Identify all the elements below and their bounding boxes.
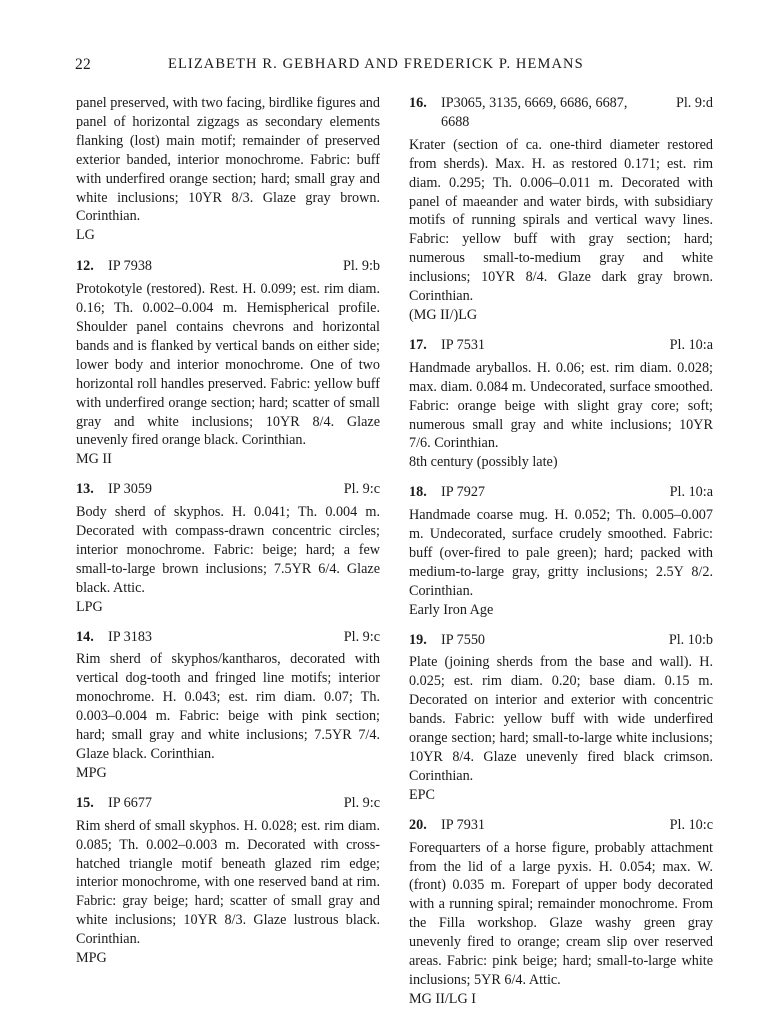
entry-heading — [76, 257, 380, 276]
catalog-entry-16 — [409, 94, 713, 325]
page-number: 22 — [75, 56, 92, 73]
inventory-number: IP 7931 — [441, 816, 486, 833]
inventory-number: IP3065, 3135, 6669, 6686, 6687, 6688 — [441, 95, 628, 130]
running-head: ELIZABETH R. GEBHARD AND FREDERICK P. HEMANS — [168, 56, 584, 72]
plate-reference: Pl. 10:b — [668, 631, 713, 648]
page-header — [0, 56, 762, 78]
entry-heading — [409, 94, 713, 132]
entry-number: 20. — [409, 816, 427, 833]
entry-number: 13. — [76, 481, 94, 498]
right-column — [409, 94, 713, 1009]
entry-period: MPG — [76, 764, 107, 781]
inventory-number: IP 7938 — [108, 258, 153, 275]
plate-reference: Pl. 9:c — [343, 794, 380, 811]
plate-reference: Pl. 10:a — [669, 484, 713, 501]
entry-number: 12. — [76, 258, 94, 275]
entry-number: 18. — [409, 484, 427, 501]
catalog-entry-13 — [76, 480, 380, 616]
entry-period: 8th century (possibly late) — [409, 454, 558, 471]
entry-description: Handmade coarse mug. H. 0.052; Th. 0.005–0.007 m. Undecorated, surface crudely smoothed. Fabric: buff (over-fired to pale green); hard; packed with medium-to-large gray, gritty inclusions; 2.5Y 8/2. Corinthian. — [409, 507, 713, 599]
catalog-entry-14 — [76, 628, 380, 783]
catalog-entry-17 — [409, 336, 713, 472]
inventory-number: IP 6677 — [108, 794, 153, 811]
catalog-entry-18 — [409, 483, 713, 619]
entry-heading — [76, 480, 380, 499]
inventory-number: IP 7550 — [441, 631, 486, 648]
entry-description: Krater (section of ca. one-third diameter restored from sherds). Max. H. as restored 0.171; est. rim diam. 0.295; Th. 0.006–0.011 m. Decorated with panel of maeander and water birds, with subsidiary motifs of running spirals and vertical wavy lines. Fabric: yellow buff with gray section; hard; numerous small-to-medium gray and white inclusions; 10YR 8/4. Glaze dark gray brown. Corinthian. — [409, 136, 713, 305]
entry-heading — [409, 816, 713, 835]
entry-number: 16. — [409, 95, 427, 111]
entry-number: 14. — [76, 628, 94, 645]
entry-period: LG — [76, 227, 95, 244]
catalog-entry-12 — [76, 257, 380, 469]
entry-period: MPG — [76, 950, 107, 967]
inventory-number: IP 7531 — [441, 336, 486, 353]
catalog-entry-15 — [76, 794, 380, 968]
entry-description: panel preserved, with two facing, birdlike figures and panel of horizontal zigzags as secondary elements flanking (lost) main motif; remainder of preserved exterior banded, interior monochrome. Fabric: buff with underfired orange section; hard; small gray and white inclusions; 10YR 8/3. Glaze gray brown. Corinthian. — [76, 95, 380, 225]
entry-period: LPG — [76, 598, 103, 615]
entry-period: EPC — [409, 786, 436, 803]
entry-period: MG II — [76, 451, 112, 468]
entry-description: Handmade aryballos. H. 0.06; est. rim diam. 0.028; max. diam. 0.084 m. Undecorated, surface smoothed. Fabric: orange beige with slight gray core; soft; numerous small gray and white inclusions; 10YR 7/6. Corinthian. — [409, 359, 713, 452]
entry-period: MG II/LG I — [409, 990, 476, 1007]
entry-number: 15. — [76, 794, 94, 811]
entry-description: Rim sherd of small skyphos. H. 0.028; est. rim diam. 0.085; Th. 0.002–0.003 m. Decorated with cross-hatched triangle motif beneath glazed rim edge; interior monochrome, with one reserved band at rim. Fabric: gray beige; hard; scatter of small gray and white inclusions; 10YR 8/3. Glaze lustrous black. Corinthian. — [76, 817, 380, 948]
catalog-entry-20 — [409, 816, 713, 1009]
plate-reference: Pl. 9:c — [343, 481, 380, 498]
entry-period: (MG II/)LG — [409, 306, 478, 323]
entry-number: 19. — [409, 631, 427, 648]
entry-description: Plate (joining sherds from the base and wall). H. 0.025; est. rim diam. 0.20; base diam. 0.15 m. Decorated on interior and exterior with concentric bands. Fabric: yellow buff with wide underfired orange section; hard; small-to-large white inclusions; 10YR 8/4. Glaze unevenly fired black crimson. Corinthian. — [409, 654, 713, 784]
entry-description: Body sherd of skyphos. H. 0.041; Th. 0.004 m. Decorated with compass-drawn concentric circles; interior monochrome. Fabric: beige; hard; a few small-to-large brown inclusions; 7.5YR 6/4. Glaze black. Attic. — [76, 504, 380, 596]
plate-reference: Pl. 9:c — [343, 628, 380, 645]
entry-heading — [409, 631, 713, 650]
entry-heading — [76, 794, 380, 813]
inventory-number: IP 3183 — [108, 628, 153, 645]
entry-heading — [409, 336, 713, 355]
entry-heading — [409, 483, 713, 502]
plate-reference: Pl. 9:d — [675, 95, 713, 111]
catalog-entry-19 — [409, 631, 713, 805]
entry-heading — [76, 628, 380, 647]
catalog-entry-continuation — [76, 94, 380, 245]
plate-reference: Pl. 9:b — [342, 258, 380, 275]
entry-period: Early Iron Age — [409, 601, 494, 618]
plate-reference: Pl. 10:a — [669, 336, 713, 353]
entry-description: Rim sherd of skyphos/kantharos, decorated with vertical dog-tooth and fringed line motifs; interior monochrome. H. 0.043; est. rim diam. 0.07; Th. 0.003–0.004 m. Fabric: beige with pink section; hard; small gray and white inclusions; 7.5YR 7/4. Glaze black. Corinthian. — [76, 651, 380, 762]
inventory-number: IP 3059 — [108, 481, 153, 498]
plate-reference: Pl. 10:c — [669, 816, 713, 833]
entry-description: Protokotyle (restored). Rest. H. 0.099; est. rim diam. 0.16; Th. 0.002–0.004 m. Hemispherical profile. Shoulder panel contains chevrons and horizontal bands and is flanked by vertical bands on either side; lower body and interior monochrome. One of two horizontal roll handles preserved. Fabric: yellow buff with underfired orange section; hard; scatter of small gray and white inclusions; 10YR 8/4. Glaze unevenly fired orange black. Corinthian. — [76, 281, 380, 449]
entry-description: Forequarters of a horse figure, probably attachment from the lid of a large pyxis. H. 0.054; max. W. (front) 0.035 m. Forepart of upper body decorated with a running spiral; remainder monochrome. From the Filla workshop. Glaze washy green gray unevenly fired to orange; cream slip over reserved areas. Fabric: pink beige; hard; small-to-large white inclusions; 5YR 6/4. Attic. — [409, 839, 713, 988]
entry-number: 17. — [409, 336, 427, 353]
inventory-number: IP 7927 — [441, 484, 486, 501]
left-column — [76, 94, 380, 968]
